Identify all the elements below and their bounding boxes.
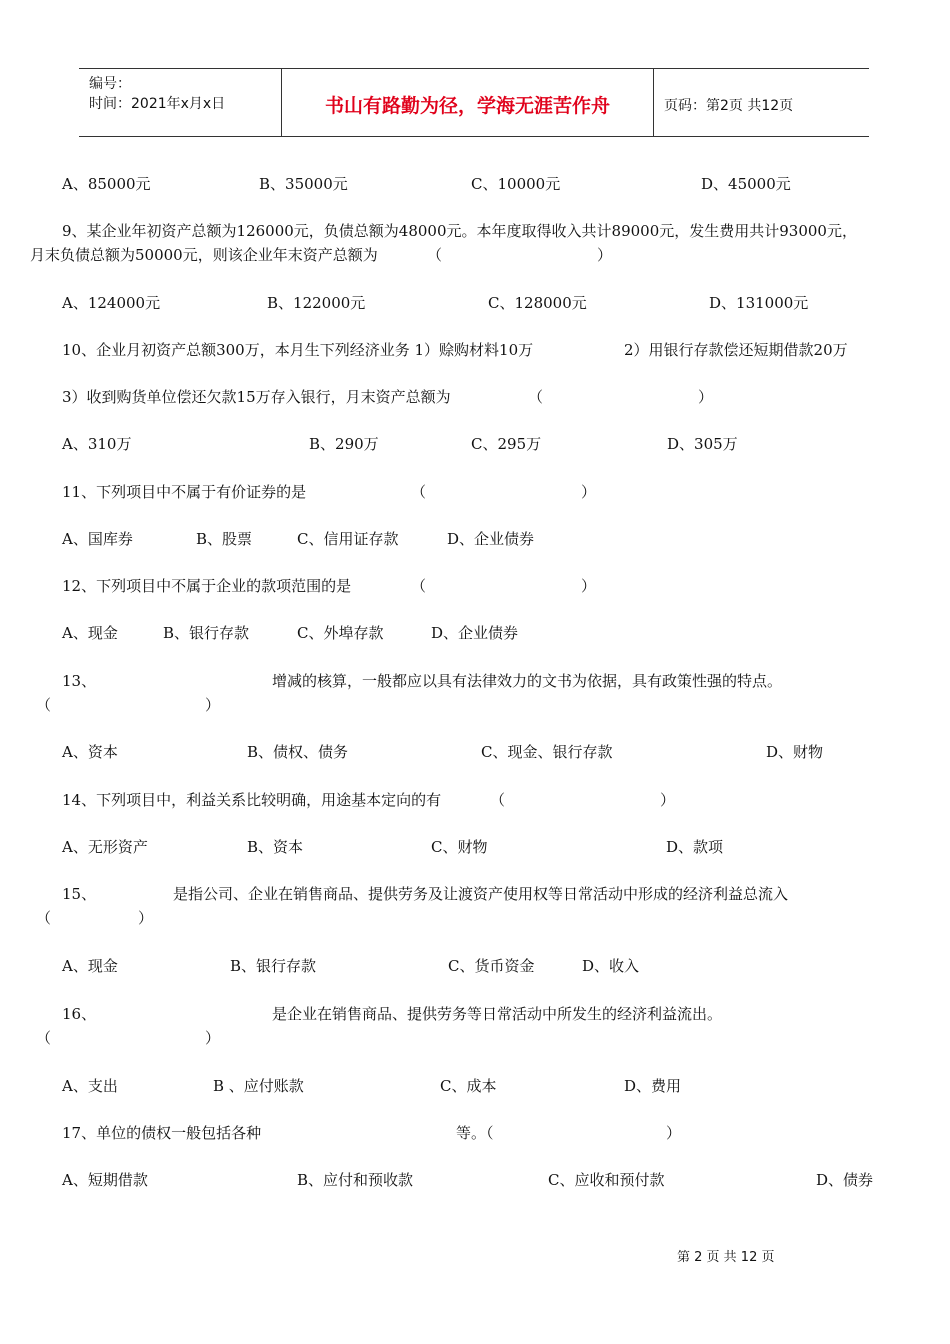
q8-option-c: C、10000元 bbox=[471, 175, 561, 193]
q12-option-c: C、外埠存款 bbox=[297, 624, 384, 642]
q10-option-a: A、310万 bbox=[62, 435, 132, 453]
q14-stem: 14、下列项目中，利益关系比较明确，用途基本定向的有 bbox=[62, 791, 442, 809]
q9-option-a: A、124000元 bbox=[62, 294, 161, 312]
q10-stem-line1a: 10、企业月初资产总额300万，本月生下列经济业务 1）赊购材料10万 bbox=[62, 341, 534, 359]
q9-stem-line2: 月末负债总额为50000元，则该企业年末资产总额为 bbox=[30, 246, 378, 264]
q15-answer-paren-open: （ bbox=[36, 909, 52, 927]
q8-option-a: A、85000元 bbox=[62, 175, 151, 193]
header-page-cell bbox=[654, 69, 869, 136]
q12-answer-paren-open: （ bbox=[411, 577, 427, 595]
q12-answer-paren-close: ） bbox=[581, 577, 597, 595]
q13-option-d: D、财物 bbox=[766, 743, 824, 761]
q8-option-b: B、35000元 bbox=[259, 175, 348, 193]
q15-option-b: B、银行存款 bbox=[230, 957, 317, 975]
q16-number: 16、 bbox=[62, 1005, 97, 1023]
q17-answer-paren-close: ） bbox=[666, 1124, 682, 1142]
q16-option-a: A、支出 bbox=[62, 1077, 118, 1095]
header-info-cell bbox=[79, 69, 282, 136]
q16-answer-paren-open: （ bbox=[36, 1029, 52, 1047]
q16-option-c: C、成本 bbox=[440, 1077, 497, 1095]
q10-option-c: C、295万 bbox=[471, 435, 542, 453]
q11-option-b: B、股票 bbox=[196, 530, 253, 548]
q14-option-a: A、无形资产 bbox=[62, 838, 148, 856]
q10-option-b: B、290万 bbox=[309, 435, 379, 453]
q15-option-a: A、现金 bbox=[62, 957, 118, 975]
motto: 书山有路勤为径，学海无涯苦作舟 bbox=[324, 95, 610, 117]
q11-stem: 11、下列项目中不属于有价证券的是 bbox=[62, 483, 307, 501]
q14-option-c: C、财物 bbox=[431, 838, 488, 856]
header-page-number: 页码：第2页 共12页 bbox=[664, 98, 794, 114]
q17-option-c: C、应收和预付款 bbox=[548, 1171, 665, 1189]
q11-option-d: D、企业债券 bbox=[447, 530, 535, 548]
q8-option-d: D、45000元 bbox=[701, 175, 791, 193]
header-motto-cell bbox=[282, 69, 654, 136]
page-header bbox=[79, 68, 869, 137]
q11-option-a: A、国库券 bbox=[62, 530, 133, 548]
q12-option-b: B、银行存款 bbox=[163, 624, 250, 642]
page-footer: 第 2 页 共 12 页 bbox=[677, 1250, 775, 1265]
q10-stem-line2: 3）收到购货单位偿还欠款15万存入银行，月末资产总额为 bbox=[62, 388, 451, 406]
q9-stem-line1: 9、某企业年初资产总额为126000元，负债总额为48000元。本年度取得收入共计89000元，发生费用共计93000元， bbox=[62, 222, 857, 240]
q17-option-a: A、短期借款 bbox=[62, 1171, 148, 1189]
q15-option-c: C、货币资金 bbox=[448, 957, 535, 975]
q13-option-a: A、资本 bbox=[62, 743, 118, 761]
q12-stem: 12、下列项目中不属于企业的款项范围的是 bbox=[62, 577, 352, 595]
q15-answer-paren-close: ） bbox=[138, 909, 154, 927]
q12-option-a: A、现金 bbox=[62, 624, 118, 642]
q15-number: 15、 bbox=[62, 885, 97, 903]
q10-option-d: D、305万 bbox=[667, 435, 738, 453]
q9-option-c: C、128000元 bbox=[488, 294, 587, 312]
q10-stem-line1b: 2）用银行存款偿还短期借款20万 bbox=[624, 341, 848, 359]
q9-option-b: B、122000元 bbox=[267, 294, 366, 312]
q14-option-b: B、资本 bbox=[247, 838, 304, 856]
q9-answer-paren-close: ） bbox=[597, 246, 613, 264]
q10-answer-paren-close: ） bbox=[698, 388, 714, 406]
q13-option-c: C、现金、银行存款 bbox=[481, 743, 613, 761]
q12-option-d: D、企业债券 bbox=[431, 624, 519, 642]
q13-answer-paren-open: （ bbox=[36, 696, 52, 714]
q13-option-b: B、债权、债务 bbox=[247, 743, 349, 761]
document-time-label: 时间：2021年x月x日 bbox=[89, 96, 226, 112]
q17-stem: 17、单位的债权一般包括各种 bbox=[62, 1124, 262, 1142]
q11-option-c: C、信用证存款 bbox=[297, 530, 399, 548]
q15-stem: 是指公司、企业在销售商品、提供劳务及让渡资产使用权等日常活动中形成的经济利益总流入 bbox=[173, 885, 789, 903]
q15-option-d: D、收入 bbox=[582, 957, 640, 975]
q13-answer-paren-close: ） bbox=[205, 696, 221, 714]
q9-answer-paren-open: （ bbox=[427, 246, 443, 264]
q14-answer-paren-open: （ bbox=[490, 791, 506, 809]
q11-answer-paren-close: ） bbox=[581, 483, 597, 501]
q16-option-d: D、费用 bbox=[624, 1077, 682, 1095]
q16-stem: 是企业在销售商品、提供劳务等日常活动中所发生的经济利益流出。 bbox=[272, 1005, 723, 1023]
q11-answer-paren-open: （ bbox=[411, 483, 427, 501]
q16-option-b: B 、应付账款 bbox=[213, 1077, 304, 1095]
q13-stem: 增减的核算，一般都应以具有法律效力的文书为依据，具有政策性强的特点。 bbox=[272, 672, 783, 690]
q16-answer-paren-close: ） bbox=[205, 1029, 221, 1047]
q17-option-d: D、债券 bbox=[816, 1171, 874, 1189]
q9-option-d: D、131000元 bbox=[709, 294, 809, 312]
document-number-label: 编号： bbox=[89, 76, 131, 92]
q17-option-b: B、应付和预收款 bbox=[297, 1171, 414, 1189]
q13-number: 13、 bbox=[62, 672, 97, 690]
q17-stem-end: 等。（ bbox=[456, 1124, 494, 1142]
q14-answer-paren-close: ） bbox=[660, 791, 676, 809]
q14-option-d: D、款项 bbox=[666, 838, 724, 856]
q10-answer-paren-open: （ bbox=[528, 388, 544, 406]
